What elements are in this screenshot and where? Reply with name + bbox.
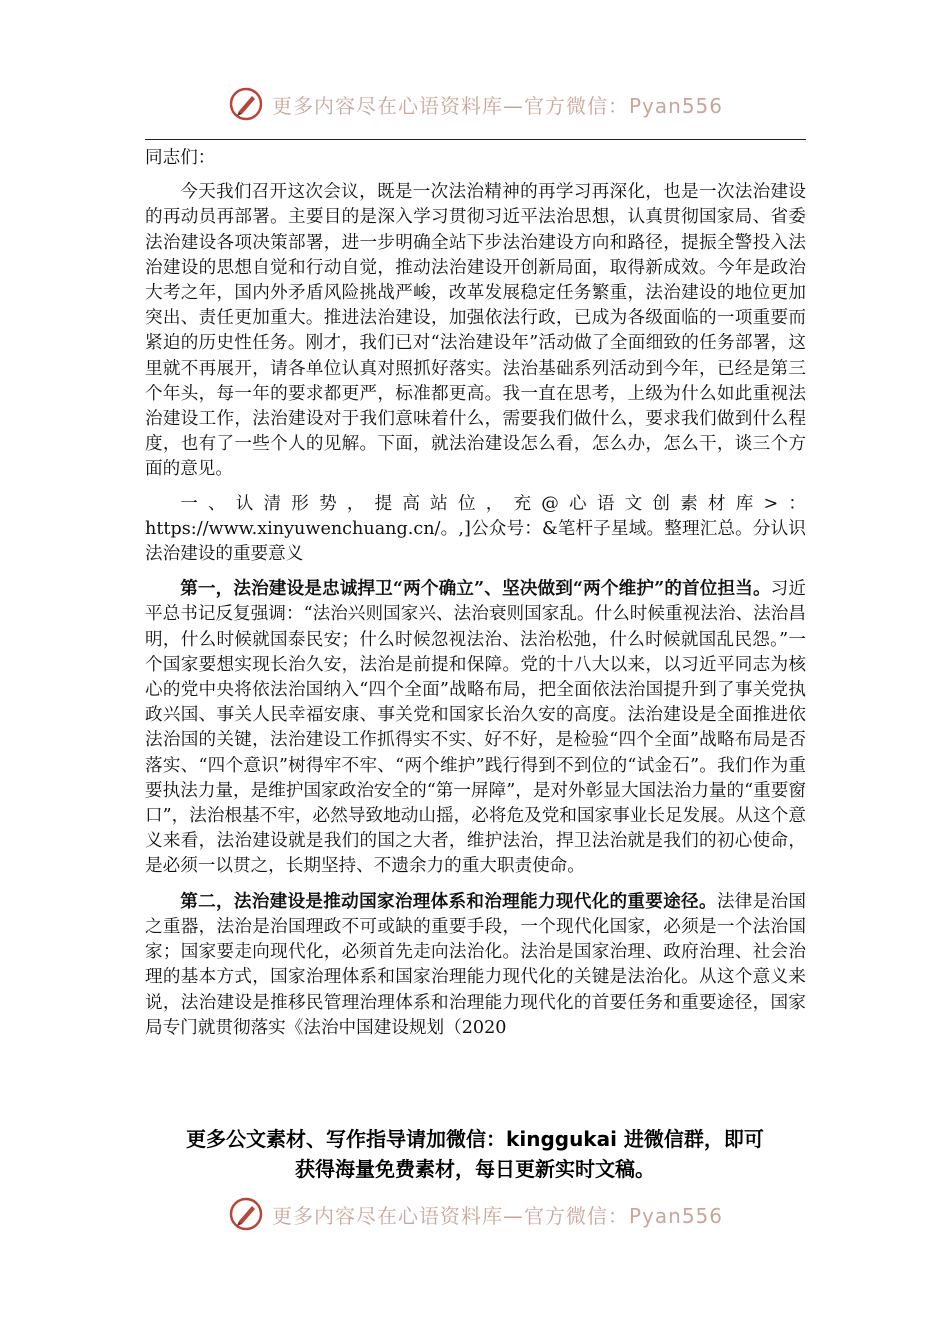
point-2-lead: 第二，法治建设是推动国家治理体系和治理能力现代化的重要途径。: [180, 890, 717, 912]
paragraph-intro: 今天我们召开这次会议，既是一次法治精神的再学习再深化，也是一次法治建设的再动员再部署。主要目的是深入学习贯彻习近平法治思想，认真贯彻国家局、省委法治建设各项决策部署，进一步明确全站下步法治建设方向和路径，提振全警投入法治建设的思想自觉和行动自觉，推动法治建设开创新局面，取得新成效。今年是政治大考之年，国内外矛盾风险挑战严峻，改革发展稳定任务繁重，法治建设的地位更加突出、责任更加重大。推进法治建设，加强依法行政，已成为各级面临的一项重要而紧迫的历史性任务。刚才，我们已对“法治建设年”活动做了全面细致的任务部署，这里就不再展开，请各单位认真对照抓好落实。法治基础系列活动到今年，已经是第三个年头，每一年的要求都更严，标准都更高。我一直在思考，上级为什么如此重视法治建设工作，法治建设对于我们意味着什么，需要我们做什么，要求我们做到什么程度，也有了一些个人的见解。下面，就法治建设怎么看，怎么办，怎么干，谈三个方面的意见。: [145, 182, 806, 480]
promo-line-2: 获得海量免费素材，每日更新实时文稿。: [295, 1157, 655, 1181]
watermark-footer: [228, 1192, 723, 1236]
watermark: [228, 82, 723, 126]
paragraph-point-2: [145, 889, 806, 1041]
salutation: 同志们：: [145, 148, 216, 168]
paragraph-point-1: [145, 576, 806, 879]
point-1-body: 习近平总书记反复强调：“法治兴则国家兴、法治衰则国家乱。什么时候重视法治、法治昌明，什么时候就国泰民安；什么时候忽视法治、法治松弛，什么时候就国乱民怨。”一个国家要想实现长治久安，法治是前提和保障。党的十八大以来，以习近平同志为核心的党中央将依法治国纳入“四个全面”战略布局，把全面依法治国提升到了事关党执政兴国、事关人民幸福安康、事关党和国家长治久安的高度。法治建设是全面推进依法治国的关键，法治建设工作抓得实不实、好不好，是检验“四个全面”战略布局是否落实、“四个意识”树得牢不牢、“两个维护”践行得到不到位的“试金石”。我们作为重要执法力量，是维护国家政治安全的“第一屏障”，是对外彰显大国法治力量的“重要窗口”，法治根基不牢，必然导致地动山摇，必将危及党和国家事业长足发展。从这个意义来看，法治建设就是我们的国之大者，维护法治，捍卫法治就是我们的初心使命，是必须一以贯之，长期坚持、不遗余力的重大职责使命。: [145, 579, 806, 877]
pen-logo-icon: [228, 1196, 264, 1232]
watermark-text: 更多内容尽在心语资料库—官方微信：Pyan556: [272, 93, 724, 118]
section-heading-1: 一、认清形势，提高站位，充@心语文创素材库>：https://www.xinyuwenchuang.cn/。,]公众号：&笔杆子星域。整理汇总。分认识法治建设的重要意义: [145, 493, 806, 565]
header-divider: [145, 139, 806, 140]
point-2-body: 法律是治国之重器，法治是治国理政不可或缺的重要手段，一个现代化国家，必须是一个法治国家；国家要走向现代化，必须首先走向法治化。法治是国家治理、政府治理、社会治理的基本方式，国家治理体系和国家治理能力现代化的关键是法治化。从这个意义来说，法治建设是推移民管理治理体系和治理能力现代化的首要任务和重要途径，国家局专门就贯彻落实《法治中国建设规划（2020: [145, 891, 806, 1038]
pen-logo-icon: [228, 86, 264, 122]
promo-banner: [130, 1124, 820, 1184]
watermark-footer-text: 更多内容尽在心语资料库—官方微信：Pyan556: [272, 1203, 724, 1228]
document-body: [145, 146, 806, 1041]
point-1-lead: 第一，法治建设是忠诚捍卫“两个确立”、坚决做到“两个维护”的首位担当。: [180, 578, 771, 600]
header-watermark: [0, 82, 950, 126]
footer-watermark: [0, 1192, 950, 1236]
promo-line-1: 更多公文素材、写作指导请加微信：kinggukai 进微信群，即可: [186, 1127, 764, 1151]
